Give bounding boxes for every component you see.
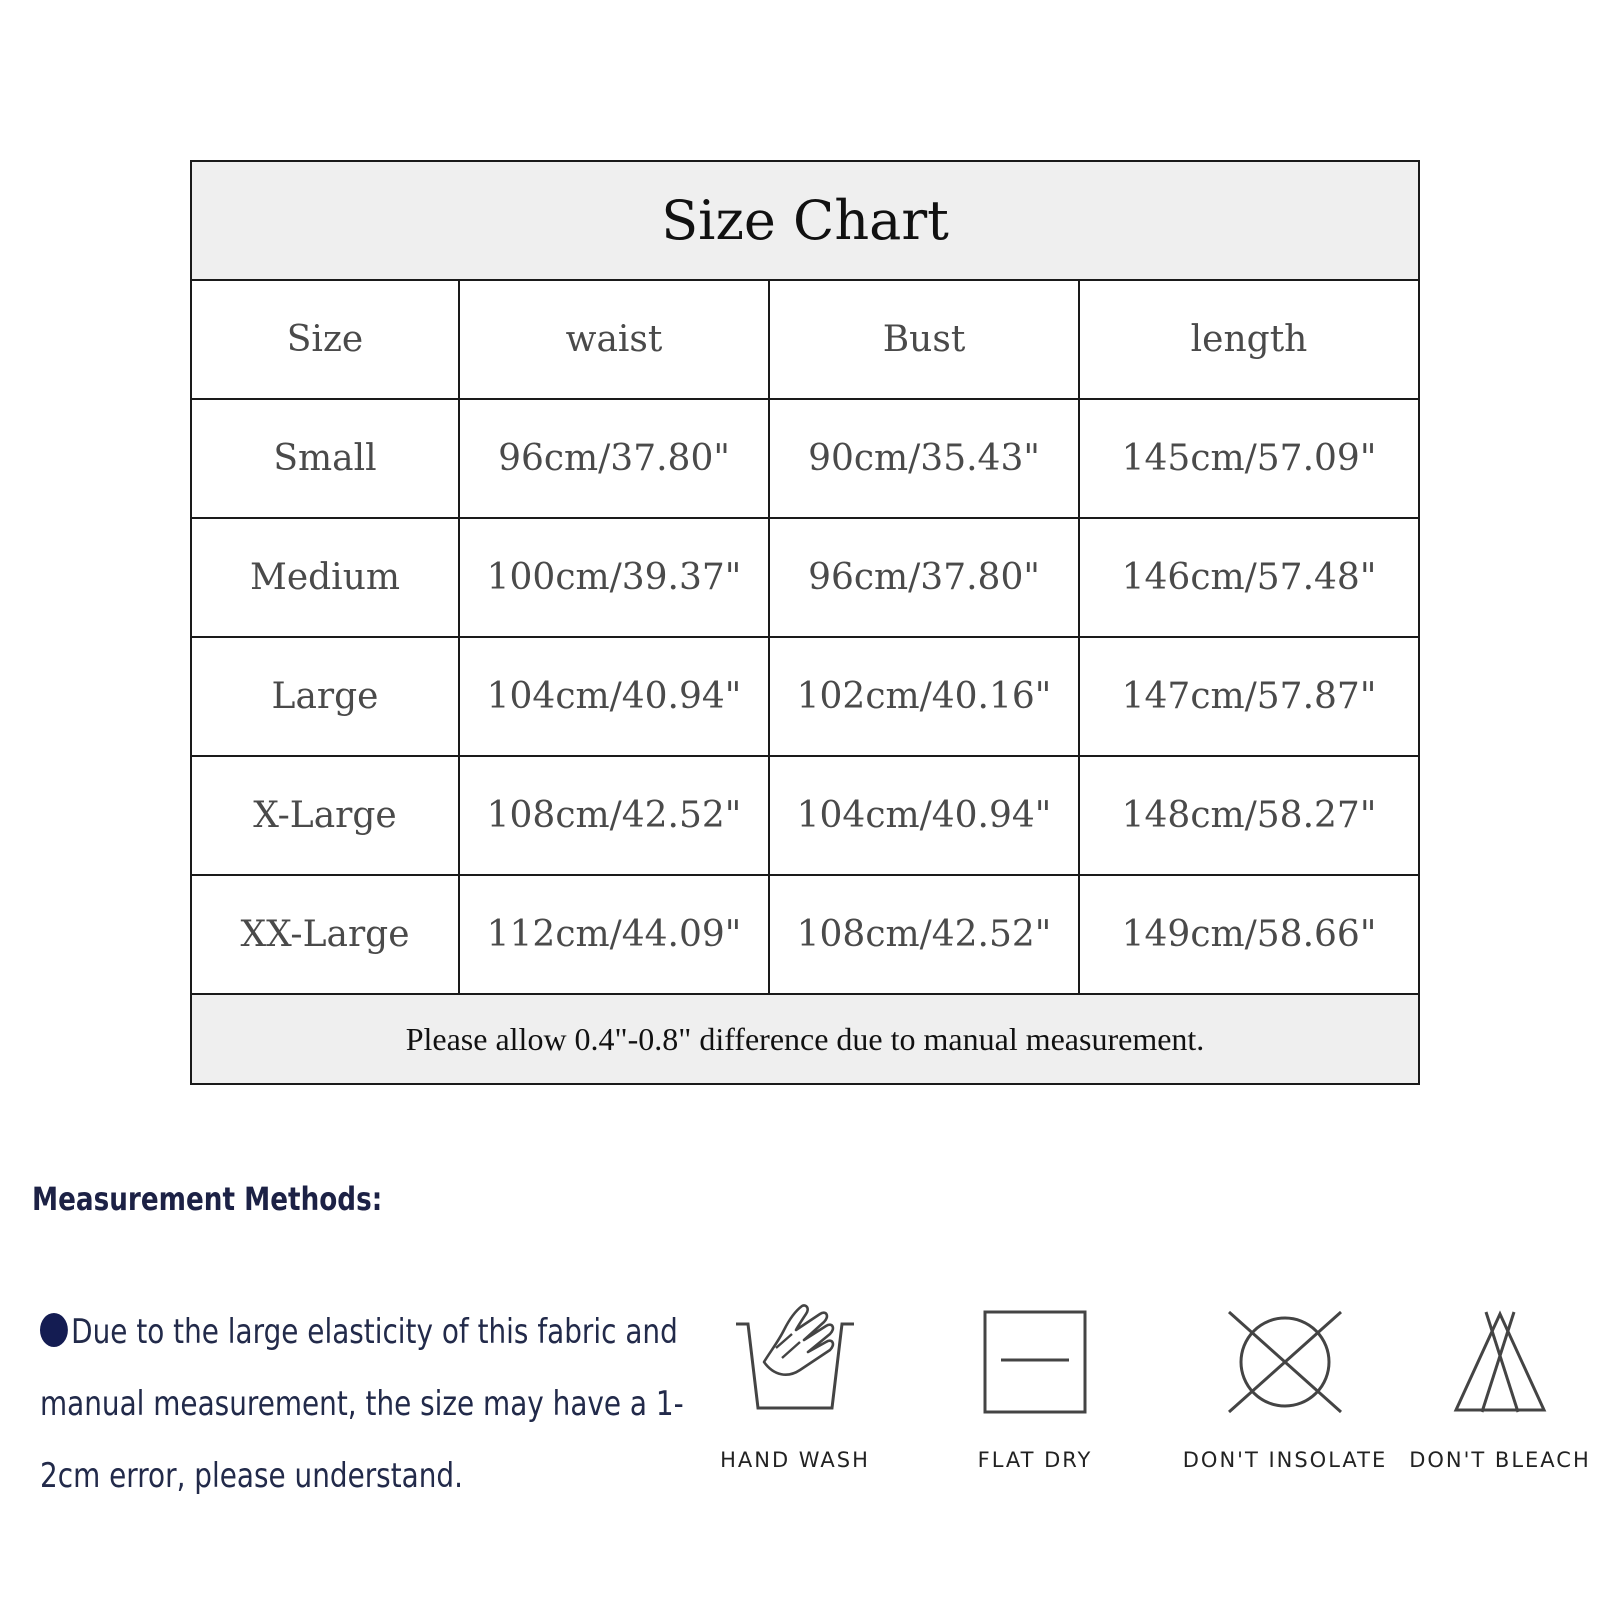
size-cell: XX-Large [191,875,459,994]
size-cell: X-Large [191,756,459,875]
size-cell: Small [191,399,459,518]
column-header-size: Size [191,280,459,399]
waist-cell: 96cm/37.80" [459,399,769,518]
length-cell: 146cm/57.48" [1079,518,1419,637]
column-header-length: length [1079,280,1419,399]
size-chart-table [190,160,1420,1085]
flat-dry-label: FLAT DRY [977,1448,1093,1472]
table-row [191,637,1419,756]
waist-cell: 112cm/44.09" [459,875,769,994]
size-cell: Medium [191,518,459,637]
length-cell: 147cm/57.87" [1079,637,1419,756]
dont-bleach-label: DON'T BLEACH [1409,1448,1591,1472]
flat-dry-icon [983,1310,1087,1414]
care-flat-dry [930,1310,1140,1472]
waist-cell: 108cm/42.52" [459,756,769,875]
no-insolate-icon [1227,1310,1343,1414]
bust-cell: 102cm/40.16" [769,637,1079,756]
measurement-note: Please allow 0.4"-0.8" difference due to manual measurement. [191,994,1419,1084]
table-row [191,875,1419,994]
measurement-methods-heading: Measurement Methods: [32,1180,383,1218]
bust-cell: 96cm/37.80" [769,518,1079,637]
measurement-description: Due to the large elasticity of this fabric and manual measurement, the size may have a 1-2cm error, please understand. [40,1312,684,1496]
size-chart-title: Size Chart [191,161,1419,280]
dont-insolate-label: DON'T INSOLATE [1182,1448,1388,1472]
care-dont-insolate [1160,1310,1410,1472]
bust-cell: 104cm/40.94" [769,756,1079,875]
length-cell: 145cm/57.09" [1079,399,1419,518]
length-cell: 149cm/58.66" [1079,875,1419,994]
table-row [191,756,1419,875]
measurement-methods-text [40,1296,729,1512]
care-hand-wash [690,1300,900,1472]
length-cell: 148cm/58.27" [1079,756,1419,875]
size-chart-note-row [191,994,1419,1084]
no-bleach-icon [1452,1310,1548,1414]
waist-cell: 100cm/39.37" [459,518,769,637]
table-row [191,399,1419,518]
column-header-bust: Bust [769,280,1079,399]
bust-cell: 108cm/42.52" [769,875,1079,994]
size-chart-title-row [191,161,1419,280]
care-dont-bleach [1400,1310,1600,1472]
column-header-waist: waist [459,280,769,399]
table-row [191,518,1419,637]
hand-wash-label: HAND WASH [720,1448,870,1472]
hand-wash-icon [730,1300,860,1414]
size-cell: Large [191,637,459,756]
bullet-dot-icon [40,1313,68,1347]
waist-cell: 104cm/40.94" [459,637,769,756]
table-header-row [191,280,1419,399]
bust-cell: 90cm/35.43" [769,399,1079,518]
